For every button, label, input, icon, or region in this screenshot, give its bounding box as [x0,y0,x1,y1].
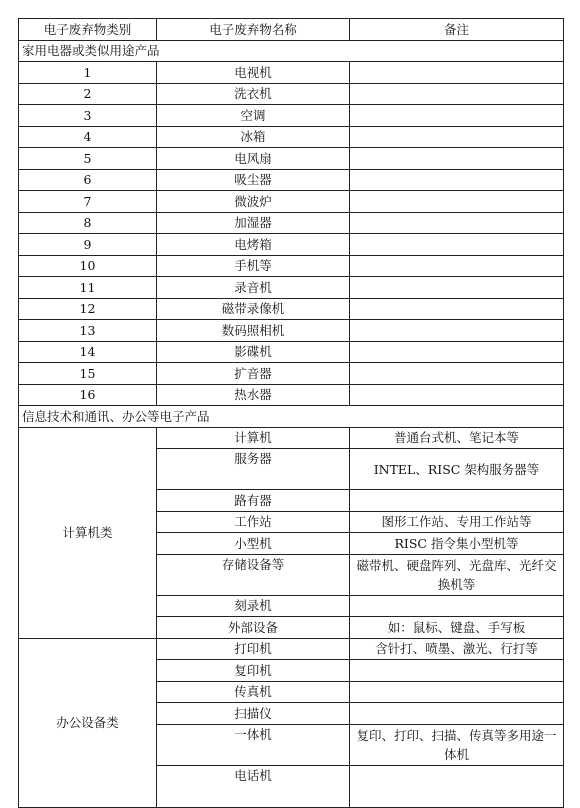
header-category: 电子废弃物类别 [19,19,157,41]
item-note [350,298,564,320]
item-note [350,384,564,406]
row-number: 12 [19,298,157,320]
table-row [19,255,564,277]
item-note [350,660,564,682]
category-label: 办公设备类 [19,638,157,807]
household-rows [19,62,564,406]
table-row [19,191,564,213]
row-number: 1 [19,62,157,84]
row-number: 9 [19,234,157,256]
table-row [19,169,564,191]
item-note [350,255,564,277]
row-number: 3 [19,105,157,127]
item-note [350,681,564,703]
row-number: 7 [19,191,157,213]
item-name: 复印机 [157,660,350,682]
item-note: RISC 指令集小型机等 [350,533,564,555]
row-number: 13 [19,320,157,342]
item-name: 电风扇 [157,148,350,170]
item-name: 扩音器 [157,363,350,385]
item-name: 外部设备 [157,617,350,639]
table-row [19,427,564,449]
item-note: 普通台式机、笔记本等 [350,427,564,449]
section-title-household: 家用电器或类似用途产品 [19,40,564,62]
item-name: 数码照相机 [157,320,350,342]
table-row [19,212,564,234]
row-number: 16 [19,384,157,406]
item-name: 电烤箱 [157,234,350,256]
table-row [19,320,564,342]
category-label: 计算机类 [19,427,157,638]
table-row [19,277,564,299]
table-row [19,83,564,105]
item-note: 如：鼠标、键盘、手写板 [350,617,564,639]
table-row [19,105,564,127]
item-name: 路有器 [157,490,350,512]
item-note [350,191,564,213]
row-number: 5 [19,148,157,170]
item-note [350,234,564,256]
section-row [19,40,564,62]
item-name: 工作站 [157,511,350,533]
item-name: 录音机 [157,277,350,299]
item-note [350,363,564,385]
table-row [19,148,564,170]
office-rows [19,638,564,807]
row-number: 4 [19,126,157,148]
item-note [350,105,564,127]
row-number: 10 [19,255,157,277]
item-note [350,126,564,148]
item-note [350,277,564,299]
item-name: 洗衣机 [157,83,350,105]
item-name: 影碟机 [157,341,350,363]
row-number: 11 [19,277,157,299]
table-row [19,298,564,320]
item-note [350,703,564,725]
document-page [18,18,563,808]
item-name: 微波炉 [157,191,350,213]
item-name: 空调 [157,105,350,127]
computer-rows [19,427,564,638]
item-note [350,341,564,363]
section-title-it: 信息技术和通讯、办公等电子产品 [19,406,564,428]
item-note [350,320,564,342]
item-note [350,765,564,807]
row-number: 8 [19,212,157,234]
table-row [19,62,564,84]
item-name: 电话机 [157,765,350,807]
item-note: 磁带机、硬盘阵列、光盘库、光纤交换机等 [350,554,564,595]
item-note: INTEL、RISC 架构服务器等 [350,449,564,490]
row-number: 2 [19,83,157,105]
table-row [19,234,564,256]
row-number: 6 [19,169,157,191]
item-name: 服务器 [157,449,350,490]
section-row [19,406,564,428]
item-name: 电视机 [157,62,350,84]
table-row [19,638,564,660]
item-note [350,148,564,170]
header-row [19,19,564,41]
item-name: 打印机 [157,638,350,660]
e-waste-table [18,18,564,808]
item-name: 热水器 [157,384,350,406]
table-row [19,363,564,385]
item-note: 图形工作站、专用工作站等 [350,511,564,533]
item-note [350,212,564,234]
table-row [19,384,564,406]
item-name: 加湿器 [157,212,350,234]
header-note: 备注 [350,19,564,41]
item-name: 存储设备等 [157,554,350,595]
item-note [350,490,564,512]
item-name: 一体机 [157,724,350,765]
item-name: 小型机 [157,533,350,555]
item-name: 扫描仪 [157,703,350,725]
item-name: 冰箱 [157,126,350,148]
item-name: 刻录机 [157,595,350,617]
item-note [350,83,564,105]
item-name: 吸尘器 [157,169,350,191]
table-row [19,341,564,363]
item-name: 手机等 [157,255,350,277]
item-note [350,169,564,191]
item-name: 磁带录像机 [157,298,350,320]
item-note [350,62,564,84]
header-name: 电子废弃物名称 [157,19,350,41]
item-note [350,595,564,617]
item-name: 计算机 [157,427,350,449]
table-row [19,126,564,148]
item-note: 含针打、喷墨、激光、行打等 [350,638,564,660]
item-note: 复印、打印、扫描、传真等多用途一体机 [350,724,564,765]
row-number: 14 [19,341,157,363]
row-number: 15 [19,363,157,385]
item-name: 传真机 [157,681,350,703]
